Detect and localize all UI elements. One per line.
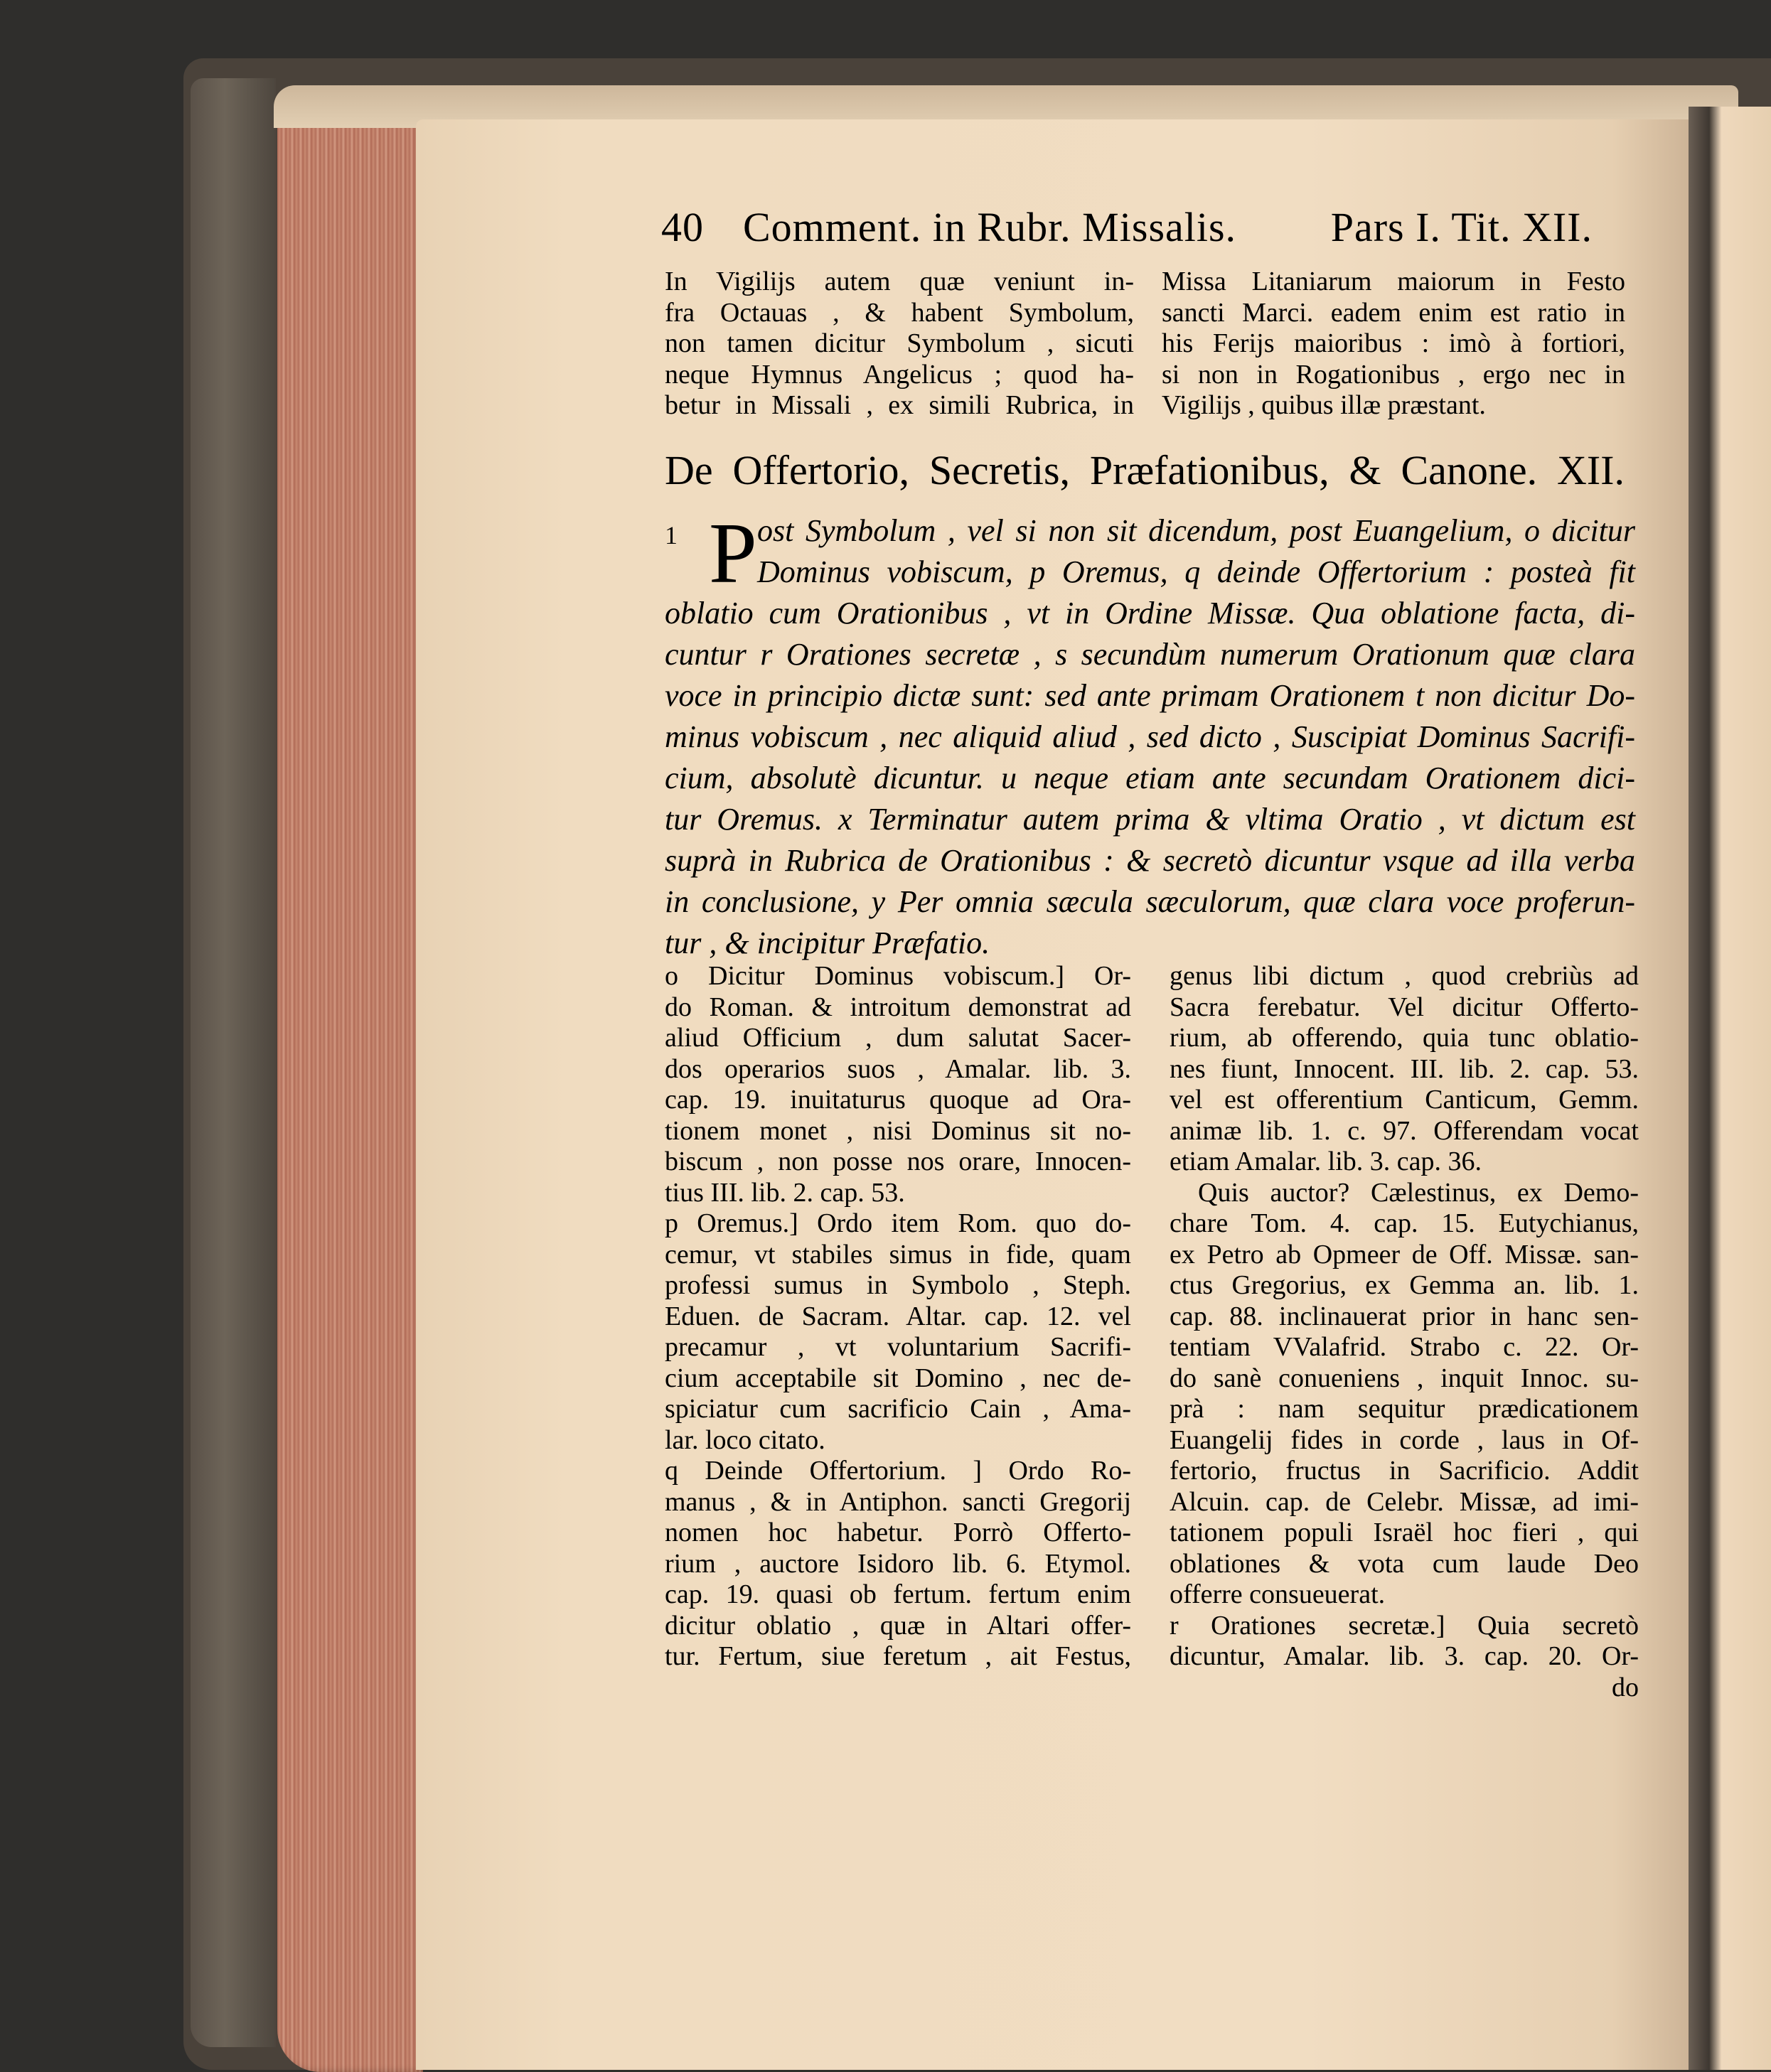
text-line: tur , & incipitur Præfatio. [665, 925, 990, 960]
text-line: chare Tom. 4. cap. 15. Eutychianus, [1170, 1208, 1639, 1238]
text-line: sancti Marci. eadem enim est ratio in [1162, 297, 1625, 328]
text-line: Vigilijs , quibus illæ præstant. [1162, 390, 1486, 420]
text-line: genus libi dictum , quod crebriùs ad [1170, 961, 1639, 991]
text-line: cuntur r Orationes secretæ , s secundùm numerum Orationum quæ clara [665, 637, 1635, 672]
text-line: tius III. lib. 2. cap. 53. [665, 1177, 905, 1208]
text-line: neque Hymnus Angelicus ; quod ha- [665, 359, 1134, 390]
text-line: Missa Litaniarum maiorum in Festo [1162, 267, 1625, 296]
text-line: q Deinde Offertorium. ] Ordo Ro- [665, 1456, 1131, 1486]
text-line: Dominus vobiscum, p Oremus, q deinde Offertorium : posteà fit [757, 554, 1635, 589]
running-title: Comment. in Rubr. Missalis. [743, 204, 1237, 250]
text-line: his Ferijs maioribus : imò à fortiori, [1162, 328, 1625, 358]
text-line: etiam Amalar. lib. 3. cap. 36. [1170, 1147, 1482, 1176]
text-line: Eduen. de Sacram. Altar. cap. 12. vel [665, 1301, 1131, 1331]
text-line: Alcuin. cap. de Celebr. Missæ, ad imi- [1170, 1486, 1639, 1517]
text-line: o Dicitur Dominus vobiscum.] Or- [665, 961, 1131, 991]
running-header [661, 203, 1628, 267]
book-gutter [1689, 107, 1771, 2070]
page-number: 40 [661, 204, 704, 250]
drop-cap: P [709, 505, 757, 601]
text-line: professi sumus in Symbolo , Steph. [665, 1270, 1131, 1300]
text-line: cap. 19. quasi ob fertum. fertum enim [665, 1579, 1131, 1609]
text-line: aliud Officium , dum salutat Sacer- [665, 1023, 1131, 1053]
text-line: do Roman. & introitum demonstrat ad [665, 992, 1131, 1022]
text-line: prà : nam sequitur prædicationem [1170, 1394, 1639, 1424]
text-line: Sacra ferebatur. Vel dicitur Offerto- [1170, 992, 1639, 1022]
text-line: oblatio cum Orationibus , vt in Ordine Missæ. Qua oblatione facta, di- [665, 596, 1635, 630]
text-line: minus vobiscum , nec aliquid aliud , sed dicto , Suscipiat Dominus Sacrifi- [665, 719, 1635, 754]
text-line: rium , auctore Isidoro lib. 6. Etymol. [665, 1548, 1131, 1579]
part-title: Pars I. Tit. XII. [1330, 204, 1593, 250]
text-line: biscum , non posse nos orare, Innocen- [665, 1147, 1131, 1176]
text-line: do sanè conueniens , inquit Innoc. su- [1170, 1363, 1639, 1393]
top-text-right-column [1162, 267, 1625, 422]
text-line: In Vigilijs autem quæ veniunt in- [665, 267, 1134, 296]
text-line: si non in Rogationibus , ergo nec in [1162, 359, 1625, 390]
text-line: oblationes & vota cum laude Deo [1170, 1548, 1639, 1579]
text-line: ost Symbolum , vel si non sit dicendum, post Euangelium, o dicitur [757, 513, 1635, 548]
text-line: cium, absolutè dicuntur. u neque etiam ante secundam Orationem dici- [665, 761, 1635, 795]
text-line: nomen hoc habetur. Porrò Offerto- [665, 1518, 1131, 1547]
text-line: Quis auctor? Cælestinus, ex Demo- [1198, 1177, 1639, 1208]
text-line: voce in principio dictæ sunt: sed ante primam Orationem t non dicitur Do- [665, 678, 1635, 713]
text-line: spiciatur cum sacrificio Cain , Ama- [665, 1394, 1131, 1424]
text-line: tentiam VValafrid. Strabo c. 22. Or- [1170, 1332, 1639, 1362]
text-line: tionem monet , nisi Dominus sit no- [665, 1115, 1131, 1146]
text-line: p Oremus.] Ordo item Rom. quo do- [665, 1208, 1131, 1238]
catchword: do [1612, 1672, 1639, 1702]
text-line: fertorio, fructus in Sacrificio. Addit [1170, 1456, 1639, 1486]
commentary-right-column [1170, 961, 1639, 1703]
text-line: cium acceptabile sit Domino , nec de- [665, 1363, 1131, 1393]
text-line: Euangelij fides in corde , laus in Of- [1170, 1424, 1639, 1455]
text-line: dicitur oblatio , quæ in Altari offer- [665, 1610, 1131, 1641]
page-edges [277, 110, 423, 2072]
text-line: suprà in Rubrica de Orationibus : & secretò dicuntur vsque ad illa verba [665, 843, 1635, 878]
text-line: betur in Missali , ex simili Rubrica, in [665, 390, 1134, 420]
text-line: fra Octauas , & habent Symbolum, [665, 297, 1134, 328]
rubric-text [665, 505, 1635, 964]
text-line: ex Petro ab Opmeer de Off. Missæ. san- [1170, 1239, 1639, 1269]
text-line: rium, ab offerendo, quia tunc oblatio- [1170, 1023, 1639, 1053]
text-line: nes fiunt, Innocent. III. lib. 2. cap. 53. [1170, 1053, 1639, 1084]
text-line: animæ lib. 1. c. 97. Offerendam vocat [1170, 1115, 1639, 1146]
text-line: tur Oremus. x Terminatur autem prima & vltima Oratio , vt dictum est [665, 802, 1635, 837]
commentary-left-column [665, 961, 1131, 1673]
text-line: tur. Fertum, siue feretum , ait Festus, [665, 1641, 1131, 1671]
text-line: in conclusione, y Per omnia sæcula sæculorum, quæ clara voce proferun- [665, 884, 1635, 919]
text-line: dos operarios suos , Amalar. lib. 3. [665, 1053, 1131, 1084]
text-line: offerre consueuerat. [1170, 1579, 1386, 1609]
text-line: vel est offerentium Canticum, Gemm. [1170, 1085, 1639, 1115]
section-title: De Offertorio, Secretis, Præfationibus, & Canone. XII. [665, 447, 1625, 493]
book-spine-edge [191, 78, 276, 2047]
text-line: lar. loco citato. [665, 1424, 825, 1455]
text-line: cap. 19. inuitaturus quoque ad Ora- [665, 1085, 1131, 1115]
text-line: non tamen dicitur Symbolum , sicuti [665, 328, 1134, 358]
text-line: tationem populi Israël hoc fieri , qui [1170, 1518, 1639, 1547]
text-line: cap. 88. inclinauerat prior in hanc sen- [1170, 1301, 1639, 1331]
text-line: r Orationes secretæ.] Quia secretò [1170, 1610, 1639, 1641]
text-line: cemur, vt stabiles simus in fide, quam [665, 1239, 1131, 1269]
rubric-number: 1 [665, 521, 678, 549]
text-line: ctus Gregorius, ex Gemma an. lib. 1. [1170, 1270, 1639, 1300]
text-line: manus , & in Antiphon. sancti Gregorij [665, 1486, 1131, 1517]
top-text-left-column [665, 267, 1134, 422]
text-line: dicuntur, Amalar. lib. 3. cap. 20. Or- [1170, 1641, 1639, 1671]
text-line: precamur , vt voluntarium Sacrifi- [665, 1332, 1131, 1362]
